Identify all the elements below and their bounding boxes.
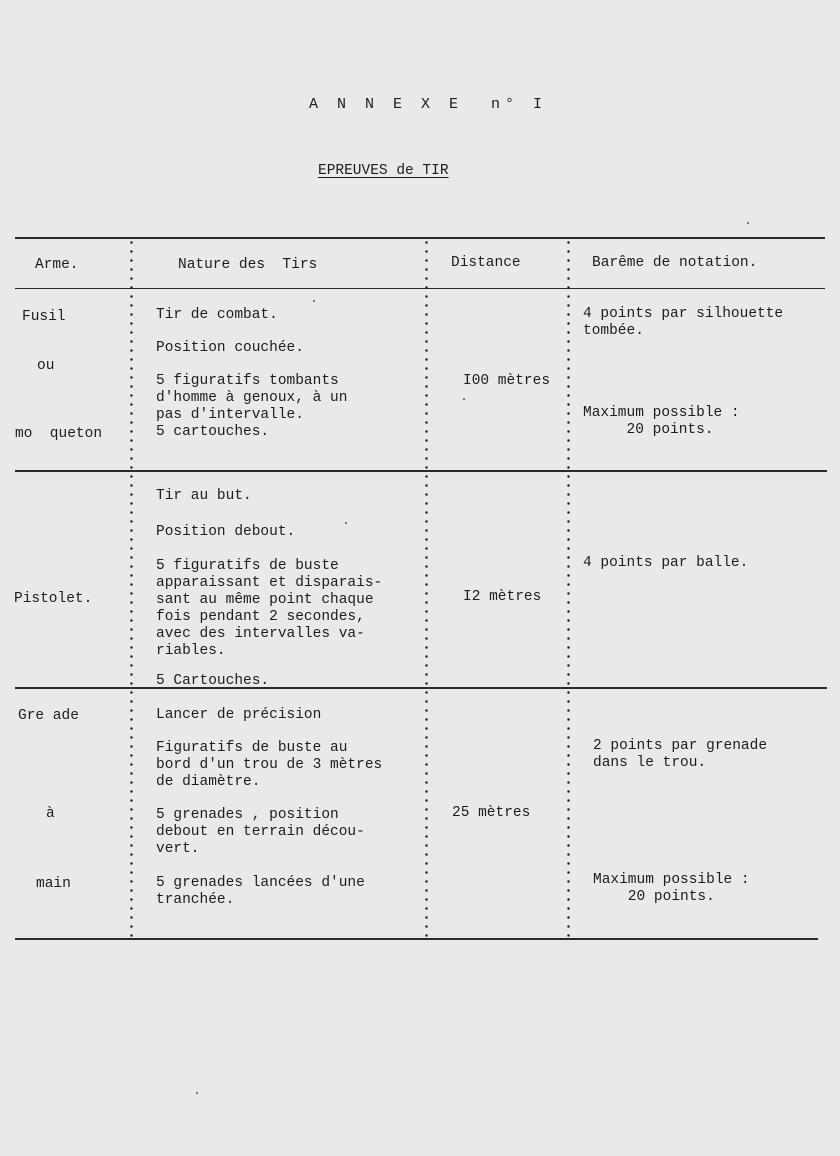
table-top-rule — [15, 237, 825, 239]
scan-speck — [747, 222, 749, 224]
arme-cell: mo queton — [15, 426, 103, 442]
scan-speck — [313, 300, 315, 302]
nature-cell: 5 figuratifs de buste apparaissant et disparais- sant au même point chaque fois pendant 2 secondes, avec des intervalles va- riables. — [156, 558, 383, 659]
distance-cell: 25 mètres — [452, 805, 531, 821]
arme-cell: Gre ade — [18, 708, 79, 724]
column-separator — [425, 238, 428, 938]
nature-cell: Position couchée. — [156, 340, 304, 356]
nature-cell: 5 grenades lancées d'une tranchée. — [156, 875, 365, 908]
annex-title: A N N E X E n° I — [309, 96, 548, 113]
arme-cell: ou — [37, 358, 55, 374]
bareme-cell: 4 points par balle. — [583, 555, 749, 571]
nature-cell: 5 grenades , position debout en terrain décou- vert. — [156, 807, 365, 857]
nature-cell: Figuratifs de buste au bord d'un trou de 3 mètres de diamètre. — [156, 740, 383, 790]
column-separator — [567, 238, 570, 938]
arme-cell: Fusil — [22, 309, 66, 325]
distance-cell: I00 mètres — [463, 373, 551, 389]
column-header-bareme: Barême de notation. — [592, 255, 758, 271]
bareme-cell: Maximum possible : 20 points. — [593, 872, 750, 905]
arme-cell: à — [46, 806, 55, 822]
header-bottom-rule — [15, 288, 825, 289]
bareme-cell: 2 points par grenade dans le trou. — [593, 738, 768, 771]
nature-cell: 5 figuratifs tombants d'homme à genoux, à un pas d'intervalle. 5 cartouches. — [156, 373, 348, 440]
column-header-nature: Nature des Tirs — [178, 257, 318, 273]
column-header-arme: Arme. — [35, 257, 79, 273]
arme-cell: main — [36, 876, 71, 892]
nature-cell: 5 Cartouches. — [156, 673, 270, 689]
nature-cell: Tir de combat. — [156, 307, 278, 323]
nature-cell: Tir au but. — [156, 488, 252, 504]
bareme-cell: Maximum possible : 20 points. — [583, 405, 740, 438]
table-bottom-rule — [15, 938, 818, 940]
scan-speck — [196, 1092, 198, 1094]
arme-cell: Pistolet. — [14, 591, 93, 607]
row-divider — [15, 687, 827, 689]
column-separator — [130, 238, 133, 938]
scan-speck — [345, 522, 347, 524]
document-subtitle: EPREUVES de TIR — [318, 163, 449, 179]
column-header-distance: Distance — [451, 255, 521, 271]
scan-speck — [463, 398, 465, 400]
distance-cell: I2 mètres — [463, 589, 542, 605]
nature-cell: Lancer de précision — [156, 707, 322, 723]
row-divider — [15, 470, 827, 472]
bareme-cell: 4 points par silhouette tombée. — [583, 306, 784, 339]
nature-cell: Position debout. — [156, 524, 296, 540]
